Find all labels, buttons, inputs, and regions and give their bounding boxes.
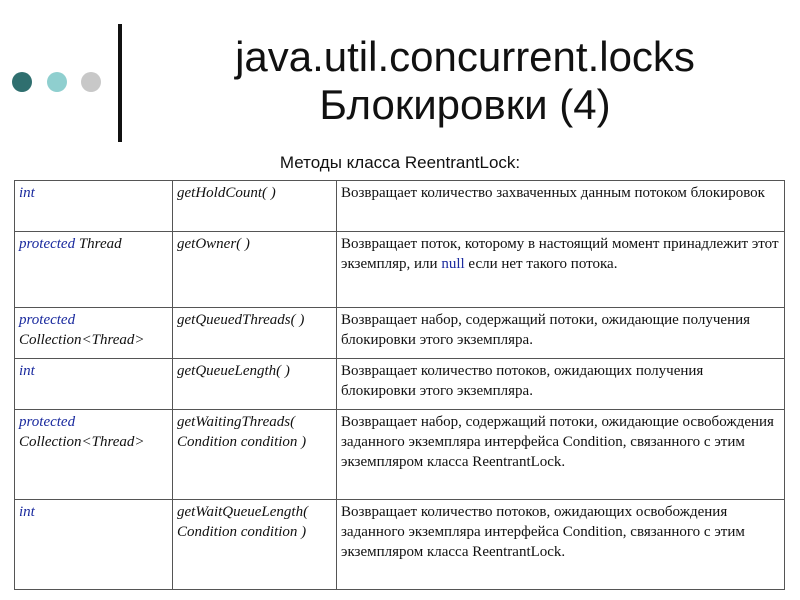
- title-line-1: java.util.concurrent.locks: [235, 33, 695, 80]
- type-name: Thread: [75, 236, 122, 252]
- description-highlight: null: [441, 256, 465, 272]
- description-cell: [337, 308, 785, 359]
- description-cell: [337, 500, 785, 590]
- table-row: [15, 181, 785, 232]
- method-cell: getQueueLength( ): [173, 359, 337, 410]
- title-divider: [118, 24, 122, 142]
- description-text-tail: если нет такого потока.: [464, 256, 618, 272]
- type-keyword: protected: [19, 414, 76, 430]
- type-keyword: int: [19, 185, 35, 201]
- return-type-cell: [15, 232, 173, 308]
- description-text: Возвращает количество потоков, ожидающих получения блокировки этого экземпляра.: [341, 363, 704, 399]
- description-text: Возвращает количество захваченных данным потоком блокировок: [341, 185, 765, 201]
- return-type-cell: [15, 359, 173, 410]
- method-cell: getHoldCount( ): [173, 181, 337, 232]
- dot-gray-icon: [81, 72, 101, 92]
- type-keyword: protected: [19, 312, 76, 328]
- description-text: Возвращает поток, которому в настоящий момент принадлежит этот экземпляр, или: [341, 236, 779, 272]
- table-row: [15, 359, 785, 410]
- dot-light-icon: [47, 72, 67, 92]
- methods-table: [14, 180, 785, 590]
- description-text: Возвращает набор, содержащий потоки, ожидающие получения блокировки этого экземпляра.: [341, 312, 751, 348]
- description-cell: [337, 410, 785, 500]
- method-cell: getWaitingThreads( Condition condition ): [173, 410, 337, 500]
- description-cell: [337, 181, 785, 232]
- method-cell: getOwner( ): [173, 232, 337, 308]
- table-row: [15, 500, 785, 590]
- table-row: [15, 410, 785, 500]
- method-cell: getQueuedThreads( ): [173, 308, 337, 359]
- description-cell: [337, 359, 785, 410]
- title-line-2: Блокировки (4): [319, 81, 611, 128]
- table-row: [15, 232, 785, 308]
- return-type-cell: [15, 308, 173, 359]
- decorative-dots: [12, 72, 104, 94]
- type-keyword: protected: [19, 236, 76, 252]
- type-name: Collection<Thread>: [19, 434, 145, 450]
- type-keyword: int: [19, 504, 35, 520]
- type-name: Collection<Thread>: [19, 332, 145, 348]
- description-cell: [337, 232, 785, 308]
- dot-dark-icon: [12, 72, 32, 92]
- return-type-cell: [15, 410, 173, 500]
- table-caption: Методы класса ReentrantLock:: [279, 153, 521, 172]
- description-text: Возвращает набор, содержащий потоки, ожидающие освобождения заданного экземпляра интерфейса Condition, связанного с этим экземпляром класса ReentrantLock.: [341, 414, 774, 470]
- table-row: [15, 308, 785, 359]
- return-type-cell: [15, 500, 173, 590]
- type-keyword: int: [19, 363, 35, 379]
- description-text: Возвращает количество потоков, ожидающих освобождения заданного экземпляра интерфейса Condition, связанного с этим экземпляром класса ReentrantLock.: [341, 504, 745, 560]
- slide-title: [130, 33, 800, 129]
- return-type-cell: [15, 181, 173, 232]
- method-cell: getWaitQueueLength( Condition condition ): [173, 500, 337, 590]
